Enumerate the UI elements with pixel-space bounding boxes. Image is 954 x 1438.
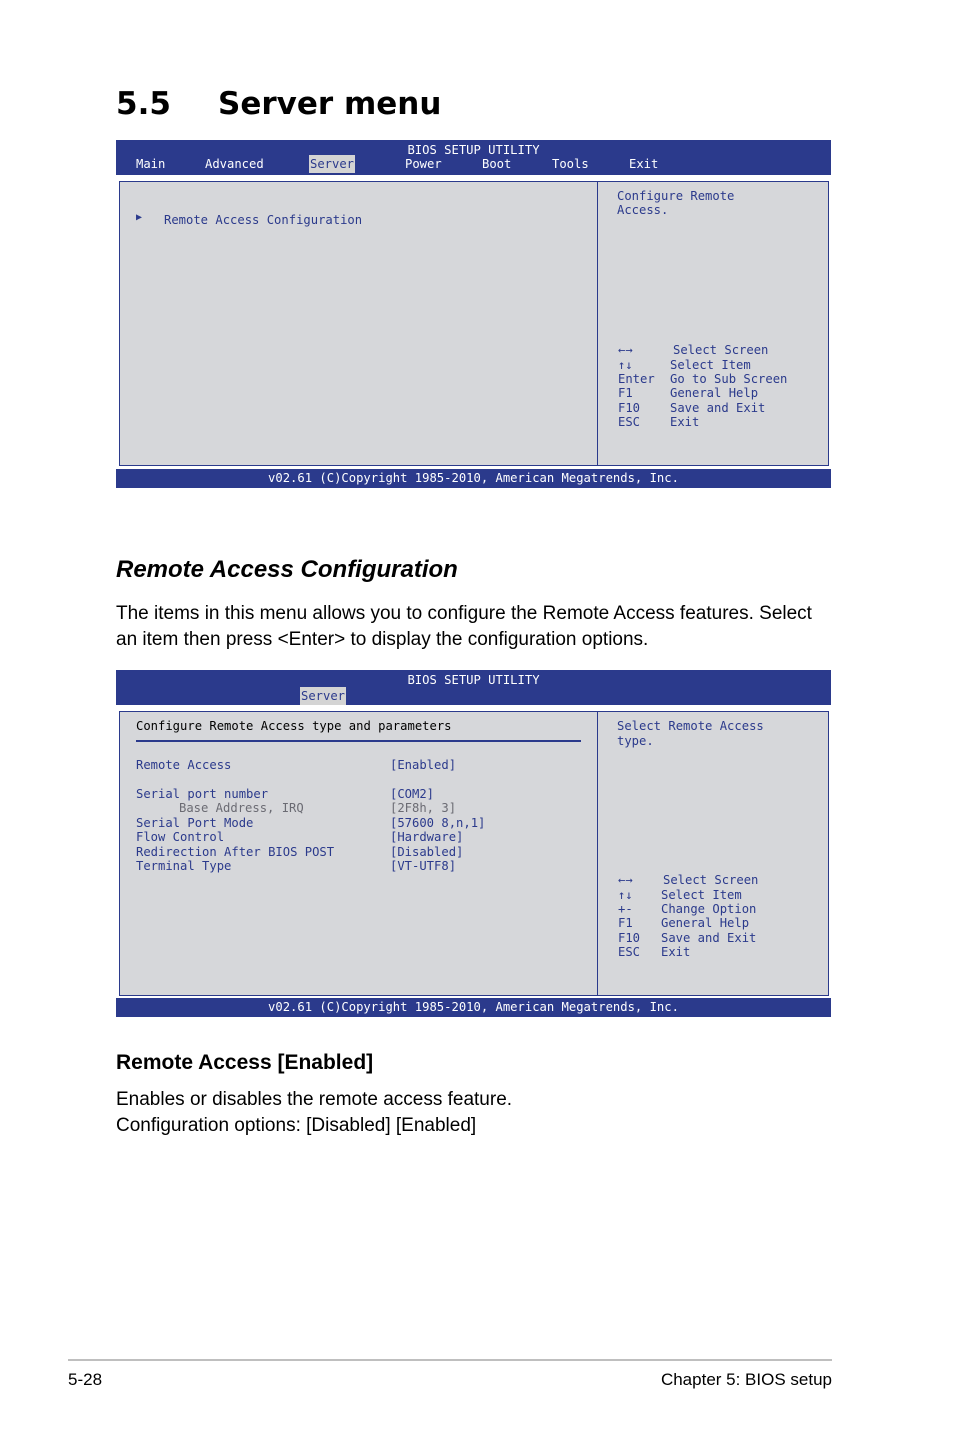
section-title-text: Server menu	[218, 86, 442, 122]
panel-heading: Configure Remote Access type and parameters	[136, 719, 452, 733]
key-arrows-lr: ←→	[618, 343, 633, 357]
key-desc-select-screen: Select Screen	[673, 343, 769, 357]
key-arrows-lr: ←→	[618, 873, 633, 887]
tab-power[interactable]: Power	[405, 157, 442, 171]
tab-tools[interactable]: Tools	[552, 157, 589, 171]
bios-screen-server-menu	[116, 140, 831, 489]
key-desc-save-and-exit: Save and Exit	[661, 931, 757, 945]
key-enter: Enter	[618, 372, 655, 386]
setting-label-redirection-after-bios-post[interactable]: Redirection After BIOS POST	[136, 845, 335, 859]
help-text-line-2: type.	[617, 734, 654, 748]
setting-value-serial-port-mode[interactable]: [57600 8,n,1]	[390, 816, 486, 830]
setting-label-serial-port-number[interactable]: Serial port number	[136, 787, 269, 801]
tab-exit[interactable]: Exit	[629, 157, 659, 171]
setting-label-flow-control[interactable]: Flow Control	[136, 830, 225, 844]
key-desc-change-option: Change Option	[661, 902, 757, 916]
setting-value-base-address-irq: [2F8h, 3]	[390, 801, 457, 815]
key-f1: F1	[618, 916, 633, 930]
item-text-line-2: Configuration options: [Disabled] [Enabled]	[116, 1115, 477, 1136]
page-footer-rule	[68, 1359, 832, 1361]
item-title: Remote Access [Enabled]	[116, 1051, 374, 1074]
key-desc-select-screen: Select Screen	[663, 873, 759, 887]
bios-header	[116, 140, 831, 175]
key-desc-general-help: General Help	[670, 386, 759, 400]
key-arrows-ud: ↑↓	[618, 358, 633, 372]
help-text-line-2: Access.	[617, 203, 669, 217]
setting-value-redirection-after-bios-post[interactable]: [Disabled]	[390, 845, 464, 859]
key-arrows-ud: ↑↓	[618, 888, 633, 902]
bios-main-panel	[119, 711, 829, 996]
section-title	[116, 86, 441, 122]
section-number: 5.5	[116, 86, 171, 122]
panel-heading-rule	[136, 740, 581, 742]
key-desc-select-item: Select Item	[661, 888, 742, 902]
setting-value-flow-control[interactable]: [Hardware]	[390, 830, 464, 844]
tab-server[interactable]: Server	[310, 157, 355, 171]
key-f10: F10	[618, 931, 641, 945]
item-text-line-1: Enables or disables the remote access feature.	[116, 1089, 513, 1110]
chapter-label: Chapter 5: BIOS setup	[660, 1370, 832, 1389]
setting-label-remote-access[interactable]: Remote Access	[136, 758, 232, 772]
tab-boot[interactable]: Boot	[482, 157, 512, 171]
key-desc-general-help: General Help	[661, 916, 750, 930]
menu-item-remote-access-configuration[interactable]: Remote Access Configuration	[164, 213, 363, 227]
bios-copyright-bar: v02.61 (C)Copyright 1985-2010, American Megatrends, Inc.	[116, 469, 831, 488]
subsection-title: Remote Access Configuration	[116, 556, 458, 583]
subsection-text-line-2: an item then press <Enter> to display the configuration options.	[116, 629, 649, 650]
bios-utility-title: BIOS SETUP UTILITY	[407, 673, 540, 687]
setting-label-base-address-irq: Base Address, IRQ	[179, 801, 304, 815]
page-number: 5-28	[68, 1370, 103, 1389]
key-desc-go-to-sub-screen: Go to Sub Screen	[670, 372, 788, 386]
key-f10: F10	[618, 401, 641, 415]
key-desc-select-item: Select Item	[670, 358, 751, 372]
bios-copyright-bar: v02.61 (C)Copyright 1985-2010, American Megatrends, Inc.	[116, 998, 831, 1017]
key-esc: ESC	[618, 415, 641, 429]
key-plus-minus: +-	[618, 902, 633, 916]
subsection-text-line-1: The items in this menu allows you to configure the Remote Access features. Select	[116, 603, 812, 624]
setting-value-remote-access[interactable]: [Enabled]	[390, 758, 457, 772]
bios-main-panel	[119, 181, 829, 466]
setting-label-terminal-type[interactable]: Terminal Type	[136, 859, 232, 873]
help-text-line-1: Configure Remote	[617, 189, 735, 203]
bios-utility-title: BIOS SETUP UTILITY	[407, 143, 540, 157]
bios-header	[116, 670, 831, 705]
key-esc: ESC	[618, 945, 641, 959]
key-desc-exit: Exit	[670, 415, 700, 429]
help-text-line-1: Select Remote Access	[617, 719, 764, 733]
key-desc-save-and-exit: Save and Exit	[670, 401, 766, 415]
submenu-arrow-icon: ▶	[136, 212, 143, 223]
setting-label-serial-port-mode[interactable]: Serial Port Mode	[136, 816, 254, 830]
key-f1: F1	[618, 386, 633, 400]
tab-main[interactable]: Main	[136, 157, 166, 171]
bios-screen-remote-access	[116, 670, 831, 1018]
tab-advanced[interactable]: Advanced	[205, 157, 264, 171]
setting-value-serial-port-number[interactable]: [COM2]	[390, 787, 435, 801]
tab-server[interactable]: Server	[301, 689, 346, 703]
key-desc-exit: Exit	[661, 945, 691, 959]
setting-value-terminal-type[interactable]: [VT-UTF8]	[390, 859, 457, 873]
